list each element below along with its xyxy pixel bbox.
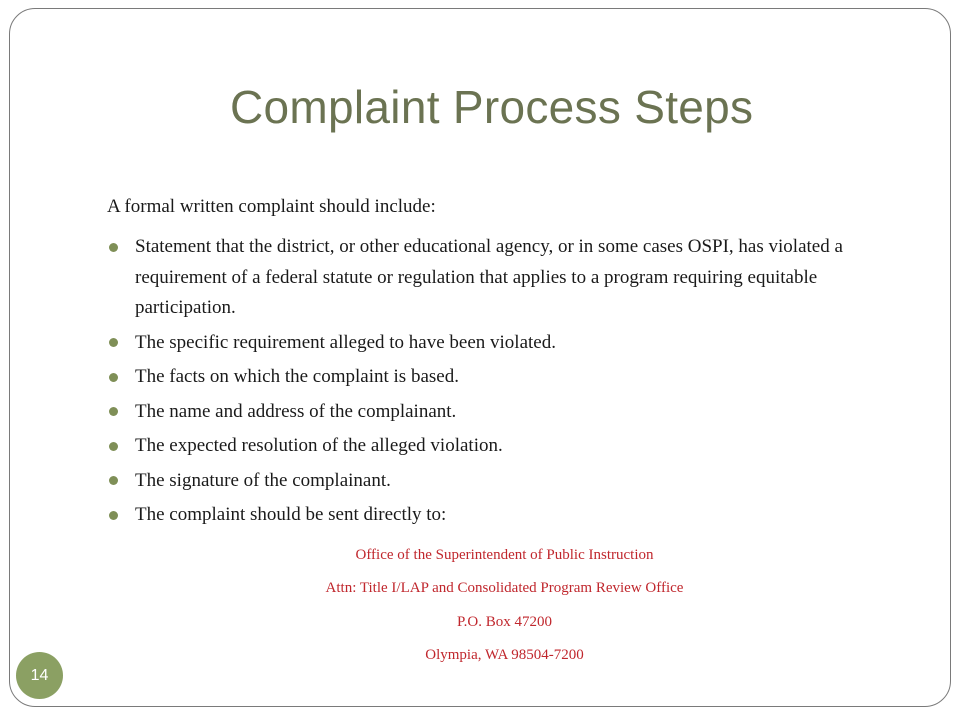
bullet-text: The signature of the complainant.: [135, 469, 391, 491]
bullet-text: The name and address of the complainant.: [135, 400, 457, 422]
bullet-dot-icon: [109, 407, 118, 416]
page-number-badge: 14: [16, 652, 63, 699]
bullet-item: [107, 431, 867, 462]
bullet-dot-icon: [109, 338, 118, 347]
slide-title: Complaint Process Steps: [230, 81, 754, 133]
bullet-item: [107, 500, 867, 531]
bullet-dot-icon: [109, 476, 118, 485]
bullet-dot-icon: [109, 373, 118, 382]
bullet-text: The expected resolution of the alleged violation.: [135, 435, 503, 456]
bullet-item: [107, 397, 867, 428]
bullet-text: Statement that the district, or other educational agency, or in some cases OSPI, has violated a requirement of a federal statute or regulation that applies to a program requiring equitable participation.: [135, 236, 843, 318]
bullet-item: [107, 466, 867, 497]
bullet-dot-icon: [109, 511, 118, 520]
mailing-address: [107, 545, 902, 678]
bullet-item: [107, 362, 867, 393]
bullet-dot-icon: [109, 442, 118, 451]
bullet-item: [107, 328, 867, 359]
bullet-text: The specific requirement alleged to have been violated.: [135, 331, 556, 353]
bullet-text: The facts on which the complaint is based.: [135, 366, 459, 387]
address-office: Office of the Superintendent of Public Instruction: [355, 547, 654, 563]
intro-text: A formal written complaint should include:: [107, 196, 436, 217]
bullet-dot-icon: [109, 243, 118, 252]
bullet-item: [107, 232, 867, 324]
address-attention: Attn: Title I/LAP and Consolidated Program Review Office: [325, 580, 684, 597]
address-city: Olympia, WA 98504-7200: [425, 646, 584, 663]
bullet-list: [107, 232, 867, 535]
bullet-text: The complaint should be sent directly to:: [135, 504, 447, 525]
address-po-box: P.O. Box 47200: [456, 613, 553, 630]
